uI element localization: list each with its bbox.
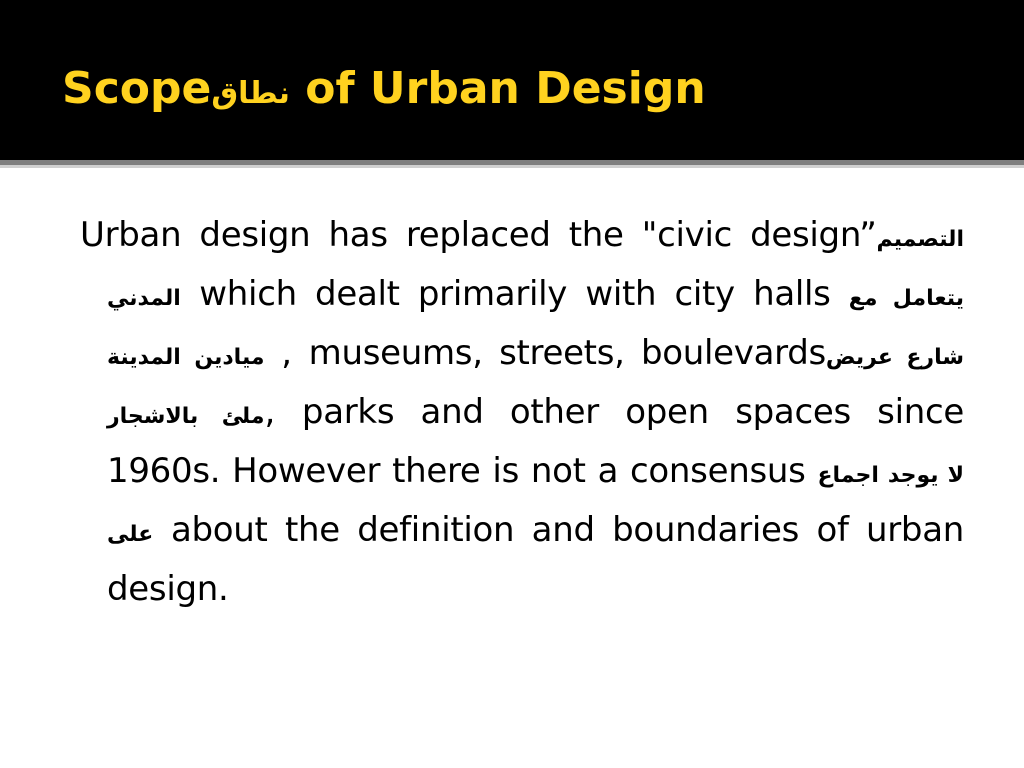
title-english-start: Scope — [62, 63, 212, 114]
arabic-gloss: يتعامل مع ميادين المدينة — [107, 286, 964, 370]
text-segment: , parks and other open spaces since 1960s. However there is not a consensus — [107, 392, 964, 491]
arabic-gloss: التصميم المدني — [107, 227, 964, 311]
text-segment: about the definition and boundaries of urban design. — [107, 510, 964, 609]
bullet-paragraph — [80, 208, 964, 617]
text-segment: , museums, streets, boulevards — [264, 333, 826, 373]
title-arabic-gloss: نطاق — [211, 76, 290, 111]
slide-content — [80, 208, 964, 617]
text-segment: Urban design has replaced the "civic design” — [80, 215, 877, 255]
title-english-end: of Urban Design — [289, 63, 706, 114]
title-bar — [0, 0, 1024, 160]
arabic-gloss: شارع عريض ملئ بالاشجار — [107, 345, 964, 429]
text-segment: which dealt primarily with city halls — [180, 274, 849, 314]
title-divider-shadow — [0, 165, 1024, 168]
slide-title — [62, 54, 706, 129]
arabic-gloss: لا يوجد اجماع على — [107, 463, 964, 547]
